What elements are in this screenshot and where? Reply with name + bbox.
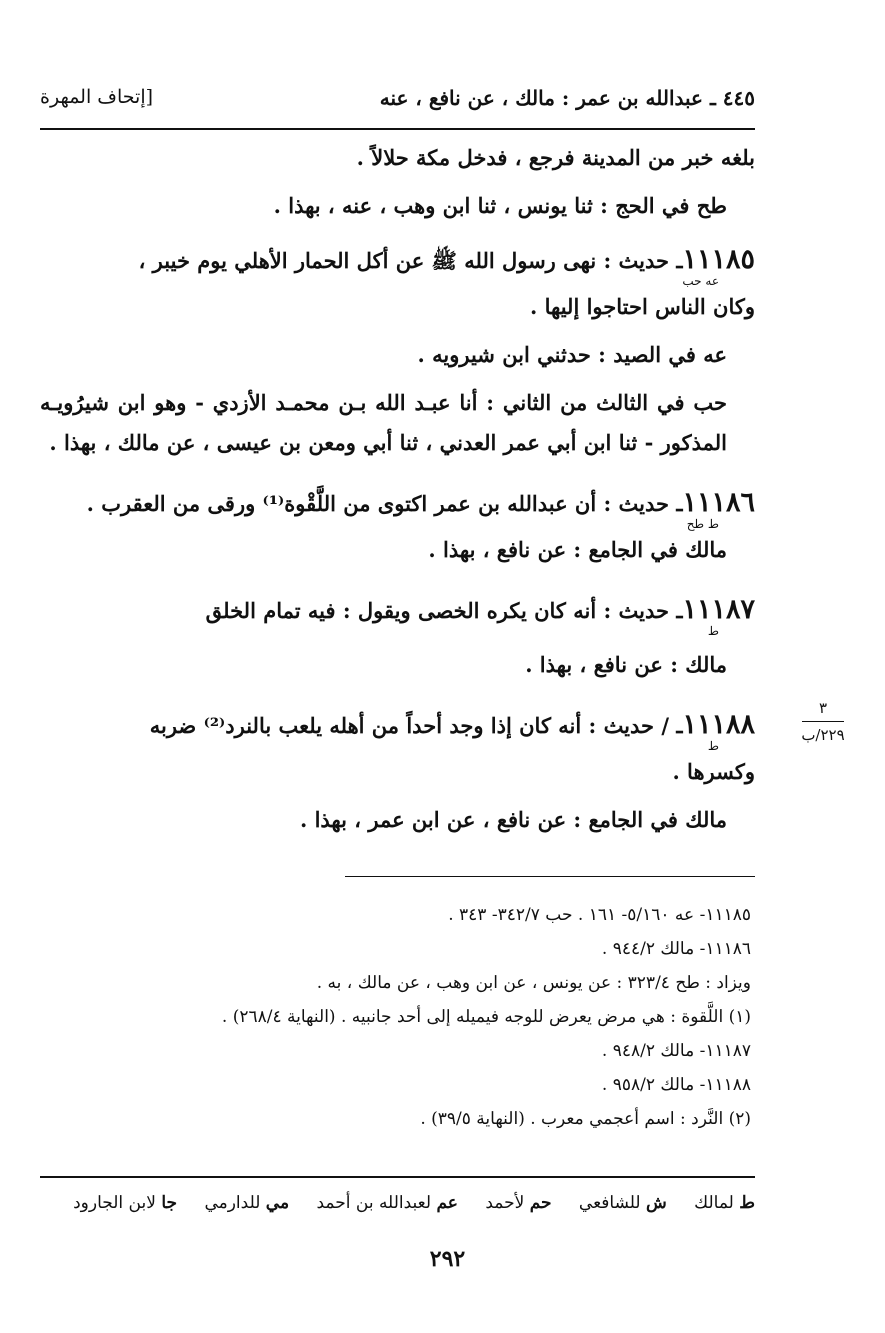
legend-item: ش للشافعي xyxy=(578,1193,667,1213)
margin-manuscript-reference xyxy=(792,697,854,746)
hadith-11188 xyxy=(40,705,755,792)
hadith-sigla: ط طح xyxy=(686,517,719,531)
margin-divider xyxy=(802,721,844,722)
hadith-number: ١١١٨٨ xyxy=(682,709,755,740)
hadith-text-continued: وكسرها . xyxy=(672,759,755,784)
margin-volume: ٣ xyxy=(818,699,828,717)
hadith-text: ـ حديث : أن عبدالله بن عمر اكتوى من اللَّقْوة⁽¹⁾ ورقى من العقرب . xyxy=(86,491,683,516)
hadith-11185 xyxy=(40,240,755,327)
paragraph-chain-malik: مالك في الجامع : عن نافع ، بهذا . xyxy=(428,537,727,562)
paragraph-chain-malik: مالك في الجامع : عن نافع ، عن ابن عمر ، بهذا . xyxy=(299,807,727,832)
hadith-text: ـ حديث : أنه كان يكره الخصى ويقول : فيه تمام الخلق xyxy=(205,598,683,623)
footnote-item: ١١١٨٧- مالك ٩٤٨/٢ . xyxy=(601,1041,751,1061)
header-book-title: [إتحاف المهرة xyxy=(40,86,154,108)
footnote-rule xyxy=(345,876,755,877)
header-chapter-title: ٤٤٥ ـ عبدالله بن عمر : مالك ، عن نافع ، عنه xyxy=(379,86,755,110)
hadith-sigla: ط xyxy=(707,739,719,753)
paragraph-chain-abu-awana: عه في الصيد : حدثني ابن شيرويه . xyxy=(417,342,727,367)
footnote-item: ويزاد : طح ٣٢٣/٤ : عن يونس ، عن ابن وهب ، عن مالك ، به . xyxy=(316,973,751,993)
legend-item: حم لأحمد xyxy=(485,1193,552,1213)
footnotes xyxy=(40,898,755,1136)
page-number: ٢٩٢ xyxy=(429,1246,466,1272)
paragraph-chain-ibn-hibban: حب في الثالث من الثاني : أنا عبـد الله بـن محمـد الأزدي - وهو ابن شيرُويـه المذكور - ثنا ابن أبي عمر العدني ، ثنا أبي ومعن بن عيسى ، عن مالك ، بهذا . xyxy=(40,390,727,455)
main-text xyxy=(40,138,755,840)
legend-item: مي للدارمي xyxy=(204,1193,290,1213)
legend-rule xyxy=(40,1176,755,1178)
footnote-item: (٢) النَّرد : اسم أعجمي معرب . (النهاية ٣٩/٥) . xyxy=(420,1109,751,1129)
footnote-item: ١١١٨٨- مالك ٩٥٨/٢ . xyxy=(601,1075,751,1095)
footnote-item: ١١١٨٥- عه ٥/١٦٠- ١٦١ . حب ٣٤٢/٧- ٣٤٣ . xyxy=(448,905,751,925)
hadith-text: ـ حديث : نهى رسول الله ﷺ عن أكل الحمار الأهلي يوم خيبر ، xyxy=(138,248,683,273)
legend-item: ط لمالك xyxy=(694,1193,755,1213)
footnote-item: ١١١٨٦- مالك ٩٤٤/٢ . xyxy=(601,939,751,959)
legend-item: عم لعبدالله بن أحمد xyxy=(316,1193,458,1213)
hadith-number: ١١١٨٥ xyxy=(682,244,755,275)
hadith-text-continued: وكان الناس احتاجوا إليها . xyxy=(530,294,755,319)
paragraph-chain-malik: مالك : عن نافع ، بهذا . xyxy=(525,652,727,677)
header-rule xyxy=(40,128,755,130)
hadith-text: ـ / حديث : أنه كان إذا وجد أحداً من أهله يلعب بالنرد⁽²⁾ ضربه xyxy=(149,713,683,738)
hadith-sigla: عه حب xyxy=(682,274,719,288)
paragraph-continuation: بلغه خبر من المدينة فرجع ، فدخل مكة حلالاً . xyxy=(356,145,755,170)
hadith-11187 xyxy=(40,590,755,637)
abbreviation-legend xyxy=(40,1188,755,1218)
hadith-number: ١١١٨٦ xyxy=(682,487,755,518)
margin-folio: ٢٢٩/ب xyxy=(801,726,845,744)
running-header xyxy=(40,86,755,116)
hadith-number: ١١١٨٧ xyxy=(682,594,755,625)
legend-item: جا لابن الجارود xyxy=(73,1193,178,1213)
hadith-11186 xyxy=(40,483,755,530)
paragraph-chain-tahawi: طح في الحج : ثنا يونس ، ثنا ابن وهب ، عنه ، بهذا . xyxy=(273,193,727,218)
footnote-item: (١) اللَّقوة : هي مرض يعرض للوجه فيميله إلى أحد جانبيه . (النهاية ٢٦٨/٤) . xyxy=(221,1007,751,1027)
hadith-sigla: ط xyxy=(707,624,719,638)
